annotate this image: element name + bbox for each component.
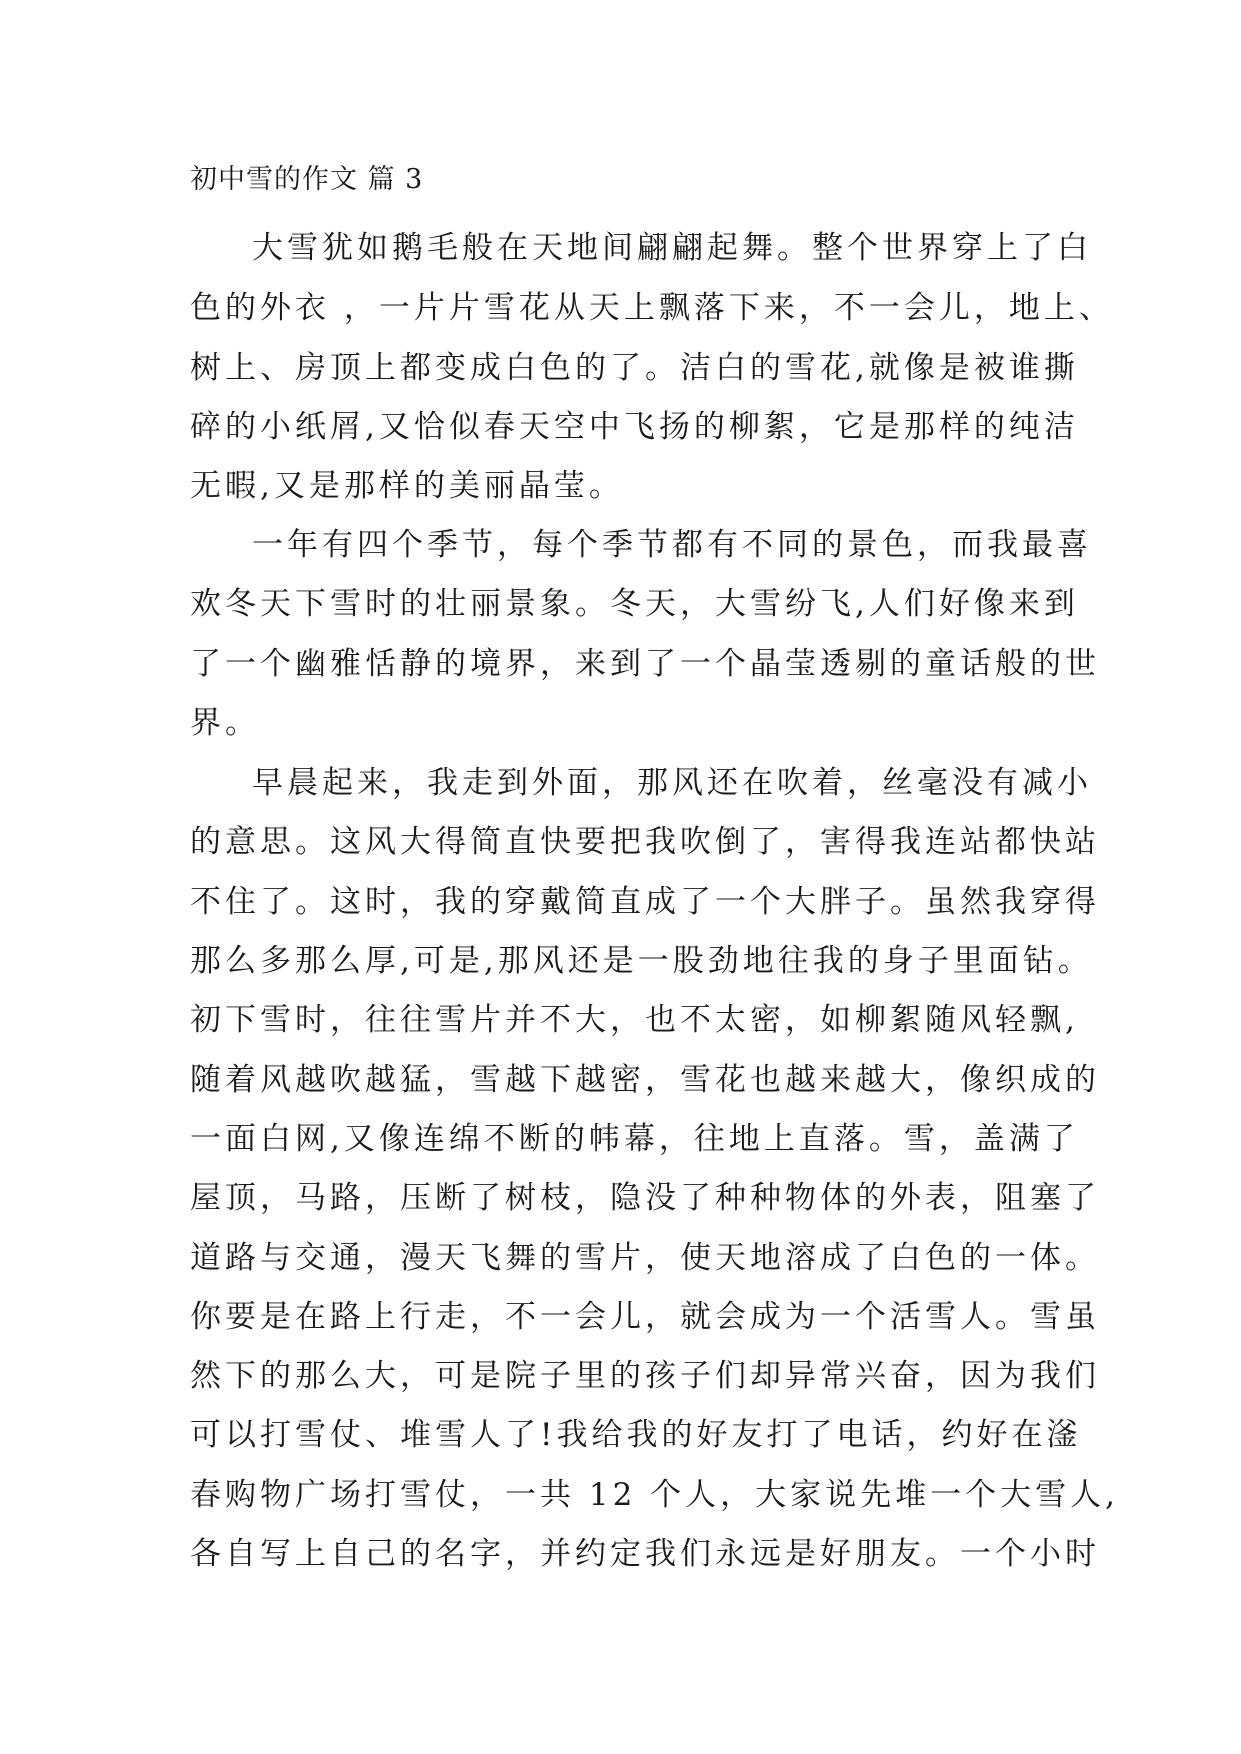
paragraph-line: 的意思。这风大得简直快要把我吹倒了，害得我连站都快站 (190, 824, 1100, 860)
paragraph-line: 那么多那么厚,可是,那风还是一股劲地往我的身子里面钻。 (190, 943, 1093, 979)
paragraph-line: 不住了。这时，我的穿戴简直成了一个大胖子。虽然我穿得 (190, 884, 1100, 920)
paragraph-line: 一年有四个季节，每个季节都有不同的景色，而我最喜 (252, 527, 1092, 563)
paragraph-line: 色的外衣 ，一片片雪花从天上飘落下来，不一会儿，地上、 (190, 290, 1114, 326)
paragraph-line: 随着风越吹越猛，雪越下越密，雪花也越来越大，像织成的 (190, 1062, 1100, 1098)
paragraph-line: 大雪犹如鹅毛般在天地间翩翩起舞。整个世界穿上了白 (252, 230, 1092, 266)
paragraph-line: 欢冬天下雪时的壮丽景象。冬天，大雪纷飞,人们好像来到 (190, 586, 1079, 622)
paragraph-line: 了一个幽雅恬静的境界，来到了一个晶莹透剔的童话般的世 (190, 646, 1100, 682)
paragraph-line: 春购物广场打雪仗，一共 12 个人，大家说先堆一个大雪人, (190, 1477, 1120, 1513)
paragraph-line: 屋顶，马路，压断了树枝，隐没了种种物体的外表，阻塞了 (190, 1180, 1100, 1216)
paragraph-line: 道路与交通，漫天飞舞的雪片，使天地溶成了白色的一体。 (190, 1240, 1100, 1276)
paragraph-line: 早晨起来，我走到外面，那风还在吹着，丝毫没有减小 (252, 765, 1092, 801)
document-title: 初中雪的作文 篇 3 (190, 164, 424, 195)
paragraph-line: 树上、房顶上都变成白色的了。洁白的雪花,就像是被谁撕 (190, 350, 1079, 386)
paragraph-line: 然下的那么大，可是院子里的孩子们却异常兴奋，因为我们 (190, 1358, 1100, 1394)
paragraph-line: 一面白网,又像连绵不断的帏幕，往地上直落。雪，盖满了 (190, 1121, 1079, 1157)
paragraph-line: 碎的小纸屑,又恰似春天空中飞扬的柳絮，它是那样的纯洁 (190, 409, 1079, 445)
paragraph-line: 可以打雪仗、堆雪人了!我给我的好友打了电话，约好在滏 (190, 1417, 1082, 1453)
paragraph-line: 界。 (190, 705, 260, 741)
paragraph-line: 各自写上自己的名字，并约定我们永远是好朋友。一个小时 (190, 1536, 1100, 1572)
paragraph-line: 你要是在路上行走，不一会儿，就会成为一个活雪人。雪虽 (190, 1299, 1100, 1335)
paragraph-line: 无暇,又是那样的美丽晶莹。 (190, 468, 624, 504)
paragraph-line: 初下雪时，往往雪片并不大，也不太密，如柳絮随风轻飘, (190, 1002, 1079, 1038)
